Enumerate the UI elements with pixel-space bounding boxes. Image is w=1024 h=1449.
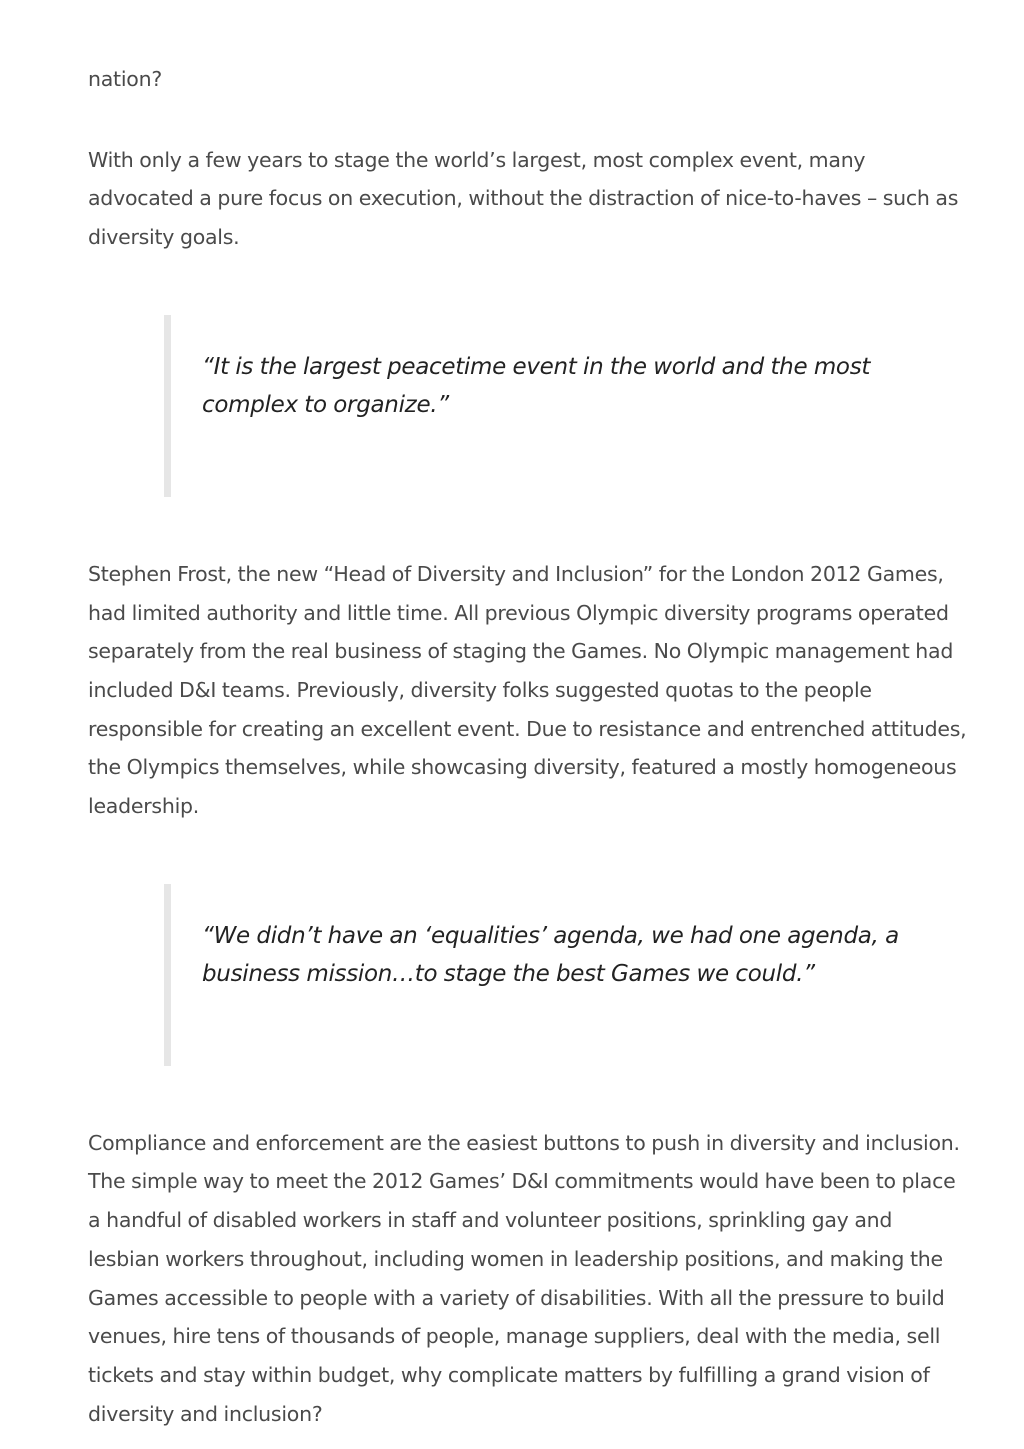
pull-quote-one-agenda xyxy=(164,884,922,1066)
paragraph-stephen-frost: Stephen Frost, the new “Head of Diversity and Inclusion” for the London 2012 Games, had limited authority and little time. All previous Olympic diversity programs operated separately from the real business of staging the Games. No Olympic management had included D&I teams. Previously, diversity folks suggested quotas to the people responsible for creating an excellent event. Due to resistance and entrenched attitudes, the Olympics themselves, while showcasing diversity, featured a mostly homogeneous leadership. xyxy=(88,561,967,819)
paragraph-continuation: nation? xyxy=(88,67,162,91)
pull-quote-text: “It is the largest peacetime event in the world and the most complex to organize.” xyxy=(202,353,871,419)
article-body xyxy=(88,60,968,1433)
paragraph-execution-focus: With only a few years to stage the world’s largest, most complex event, many advocated a pure focus on execution, without the distraction of nice-to-haves – such as diversity goals. xyxy=(88,147,959,250)
pull-quote-largest-event xyxy=(164,315,922,497)
pull-quote-text: “We didn’t have an ‘equalities’ agenda, we had one agenda, a business mission…to stage the best Games we could.” xyxy=(202,922,899,988)
paragraph-compliance: Compliance and enforcement are the easiest buttons to push in diversity and inclusion. The simple way to meet the 2012 Games’ D&I commitments would have been to place a handful of disabled workers in staff and volunteer positions, sprinkling gay and lesbian workers throughout, including women in leadership positions, and making the Games accessible to people with a variety of disabilities. With all the pressure to build venues, hire tens of thousands of people, manage suppliers, deal with the media, sell tickets and stay within budget, why complicate matters by fulfilling a grand vision of diversity and inclusion? xyxy=(88,1130,960,1426)
